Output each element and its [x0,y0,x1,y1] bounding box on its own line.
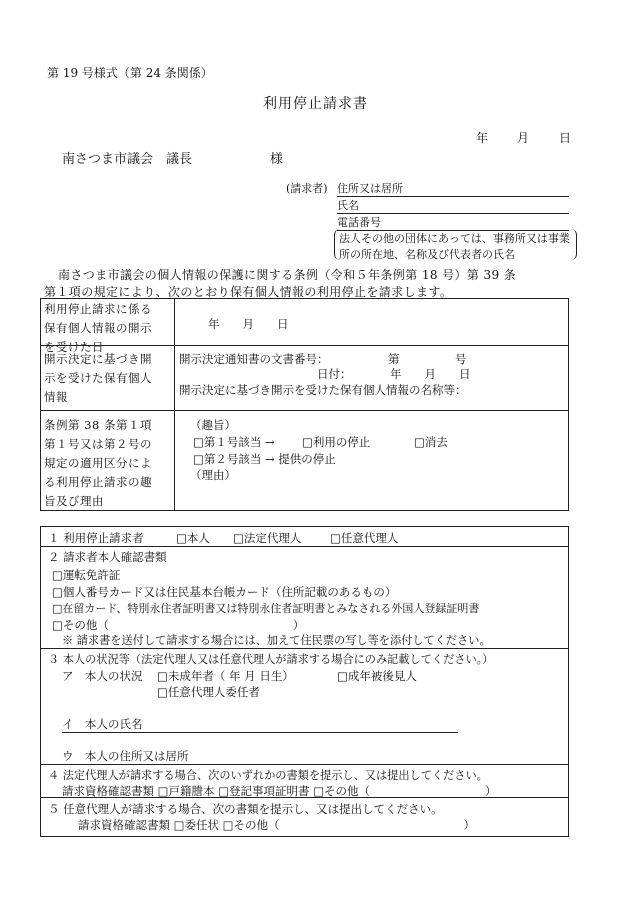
reason-label: （理由） [190,468,236,482]
s1-voluntary-rep-checkbox[interactable]: □任意代理人 [330,531,399,545]
section-divider-2 [40,648,568,649]
row3-label-line: 条例第 38 条第１項 [44,418,152,432]
option-item2-checkbox[interactable]: □第２号該当 → 提供の停止 [193,452,336,466]
requester-name-field[interactable] [337,197,569,214]
row3-label-line: 第１号又は第２号の [44,437,152,451]
s3-title: ３ 本人の状況等（法定代理人又は任意代理人が請求する場合にのみ記載してください。） [48,653,494,666]
s2-mynumber-checkbox[interactable]: □個人番号カード又は住民基本台帳カード（住所記載のあるもの） [52,585,397,599]
s5-title: ５ 任意代理人が請求する場合、次の書類を提示し、又は提出してください。 [48,802,443,816]
intro-line1: 南さつま市議会の個人情報の保護に関する条例（令和５年条例第 18 号）第 39 条 [58,268,517,282]
s3-address-label: ウ 本人の住所又は居所 [62,749,189,763]
notice-date-label: 日付： [317,367,352,381]
row3-label-line: 旨及び理由 [44,494,104,508]
s1-self-checkbox[interactable]: □本人 [176,531,210,545]
date-month-label: 月 [517,131,530,145]
option-erase-checkbox[interactable]: □消去 [414,435,448,449]
notice-date-field[interactable]: 年 月 日 [390,367,471,381]
requester-phone-label: 電話番号 [337,216,381,229]
purpose-label: （趣旨） [190,418,236,432]
s3-principal-checkbox[interactable]: □任意代理人委任者 [157,685,260,699]
s4-title: ４ 法定代理人が請求する場合、次のいずれかの書類を提示し、又は提出してください。 [48,769,488,782]
option-item1-checkbox[interactable]: □第１号該当 → [193,435,275,449]
requester-address-field[interactable] [337,180,569,197]
intro-line2: 第１項の規定により、次のとおり保有個人情報の利用停止を請求します。 [44,285,453,299]
row2-label-line: 開示決定に基づき開 [44,352,152,366]
s1-label: １ 利用停止請求者 [48,531,144,545]
option-stop-use-checkbox[interactable]: □利用の停止 [302,435,371,449]
s3-status-label: ア 本人の状況 [62,669,143,683]
row2-label-line: 情報 [44,390,68,404]
row1-label-line: 保有個人情報の開示 [44,321,152,335]
row2-label-line: 示を受けた保有個人 [44,371,152,385]
row1-label-line: を受けた日 [44,340,104,354]
notice-number-label: 開示決定通知書の文書番号： [179,352,329,366]
notice-go-label: 号 [455,352,467,366]
notice-dai-label: 第 [388,352,400,366]
section-divider-1 [40,546,568,547]
s1-legal-rep-checkbox[interactable]: □法定代理人 [233,531,302,545]
form-number: 第 19 号様式（第 24 条関係） [47,66,213,80]
honorific: 様 [270,152,284,167]
s3-minor-checkbox[interactable]: □未成年者（ 年 月 日生） [157,669,294,683]
requester-note-line2: 所の所在地、名称及び代表者の氏名 [339,248,515,261]
row2-label [44,350,152,407]
s2-title: ２ 請求者本人確認書類 [48,550,167,564]
disclosed-info-name-label: 開示決定に基づき開示を受けた保有個人情報の名称等： [179,383,467,397]
s3-name-label: イ 本人の氏名 [62,717,143,731]
s3-address-field[interactable] [62,748,458,765]
s2-residence-card-checkbox[interactable]: □在留カード、特別永住者証明書又は特別永住者証明書とみなされる外国人登録証明書 [52,602,480,615]
s3-name-field[interactable] [62,716,458,733]
addressee: 南さつま市議会 議長 [62,152,193,167]
row3-label-line: 規定の適用区分によ [44,456,152,470]
s5-docs[interactable]: 請求資格確認書類 □委任状 □その他（ ） [78,818,476,832]
row3-label-line: る利用停止請求の趣 [44,475,152,489]
row3-label [44,416,152,511]
requester-address-label: 住所又は居所 [337,182,403,195]
s3-adult-ward-checkbox[interactable]: □成年被後見人 [337,669,417,683]
requester-note-line1: 法人その他の団体にあっては、事務所又は事業 [339,232,570,245]
row1-label-line: 利用停止請求に係る [44,302,152,316]
requester-label: (請求者) [286,182,328,195]
s2-license-checkbox[interactable]: □運転免許証 [52,568,121,582]
s2-note: ※ 請求書を送付して請求する場合には、加えて住民票の写し等を添付してください。 [62,634,491,647]
date-year-label: 年 [476,131,489,145]
s2-other-checkbox[interactable]: □その他（ ） [52,618,305,632]
row1-label [44,300,152,357]
page-title: 利用停止請求書 [263,96,368,112]
row-divider-2 [40,410,568,411]
disclosure-date-field[interactable]: 年 月 日 [208,317,289,331]
requester-name-label: 氏名 [337,199,359,212]
date-day-label: 日 [559,131,572,145]
request-table-divider [174,298,175,510]
s4-docs[interactable]: 請求資格確認書類 □戸籍謄本 □登記事項証明書 □その他（ ） [62,784,497,798]
